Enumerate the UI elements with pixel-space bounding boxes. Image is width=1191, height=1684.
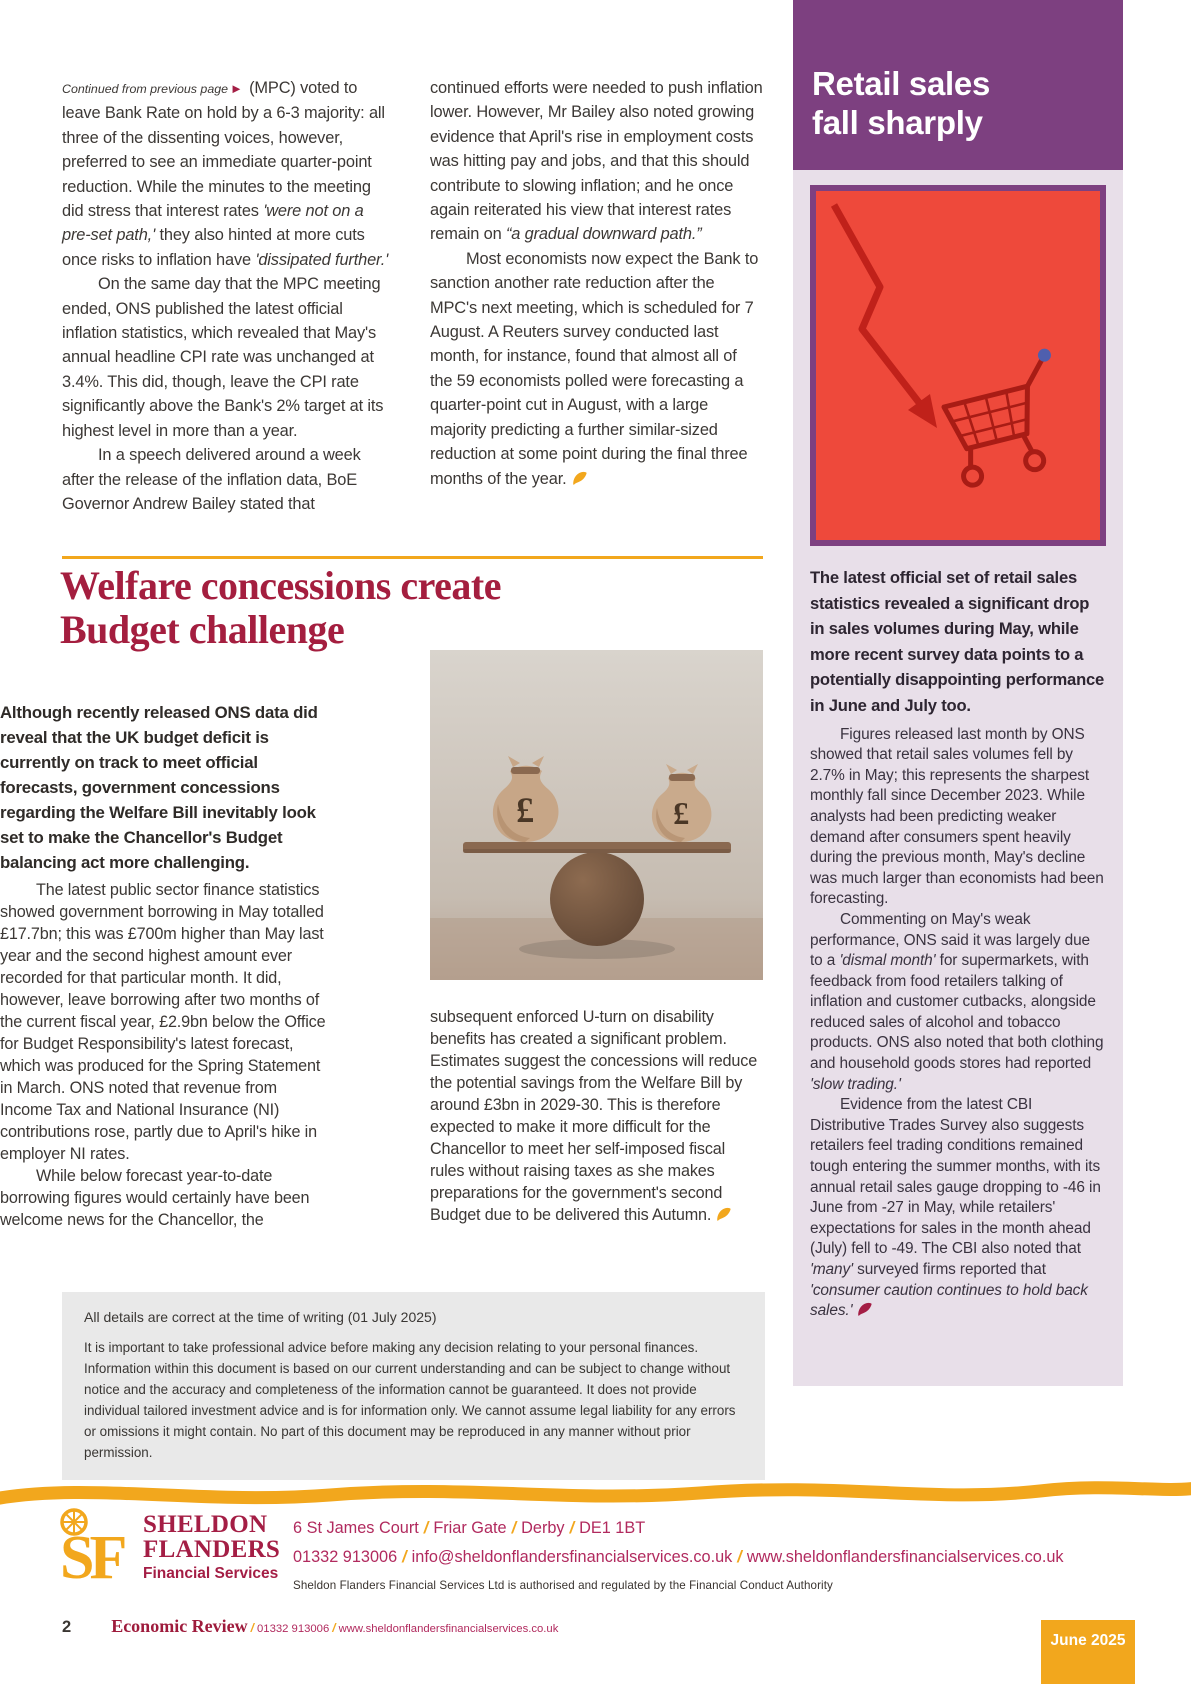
svg-text:£: £ bbox=[673, 795, 689, 831]
text-run: Commenting on May's weak performance, ONS said it was largely due to a bbox=[810, 910, 1090, 970]
retail-sales-sidebar bbox=[793, 0, 1123, 1386]
quill-crimson-icon bbox=[852, 1302, 873, 1319]
sidebar-headline-line2: fall sharply bbox=[812, 104, 983, 141]
paragraph bbox=[810, 1095, 1106, 1322]
lead-article-column-2 bbox=[430, 76, 763, 491]
phone-number: 01332 913006 bbox=[293, 1548, 398, 1566]
regulatory-statement: Sheldon Flanders Financial Services Ltd is authorised and regulated by the Financial Conduct Authority bbox=[293, 1579, 833, 1592]
text-run: subsequent enforced U-turn on disability benefits has created a significant problem. Estimates suggest the concessions will reduce the potential savings from the Welfare Bill by around £3bn in 2029-30. This is therefore expected to make it more difficult for the Chancellor to meet her self-imposed fiscal rules without raising taxes as she makes preparations for the government's second Budget due to be delivered this Autumn. bbox=[430, 1008, 758, 1224]
text-run: Most economists now expect the Bank to sanction another rate reduction after the MPC's next meeting, which is scheduled for 7 August. A Reuters survey conducted last month, for instance, found that almost all of the 59 economists polled were forecasting a quarter-point cut in August, with a large majority predicting a further similar-sized reduction at some point during the final three months of the year. bbox=[430, 249, 759, 488]
sidebar-headline-line1: Retail sales bbox=[812, 65, 991, 102]
text-run: 'dismal month' bbox=[839, 952, 936, 970]
separator: / bbox=[737, 1548, 742, 1566]
paragraph bbox=[810, 725, 1106, 910]
company-logo-monogram bbox=[56, 1504, 140, 1592]
disclaimer-box bbox=[62, 1292, 765, 1480]
company-tagline: Financial Services bbox=[143, 1565, 279, 1582]
text-run: Figures released last month by ONS showed that retail sales volumes fell by 2.7% in May; this represents the sharpest monthly fall since December 2023. While analysts had been predicting weaker demand after consumers spent heavily during the previous month, May's decline was much larger than economists had been forecasting. bbox=[810, 725, 1104, 908]
svg-text:£: £ bbox=[516, 790, 534, 830]
sidebar-intro: The latest official set of retail sales statistics revealed a significant drop in sales volumes during May, while more recent survey data points to a potentially disappointing performance in June and July too. bbox=[810, 568, 1105, 715]
welfare-article-column-1 bbox=[0, 700, 333, 1231]
welfare-article-body-2 bbox=[430, 1006, 763, 1226]
continued-arrow-icon: ► bbox=[230, 81, 243, 96]
separator: / bbox=[569, 1519, 575, 1537]
text-run: On the same day that the MPC meeting ended, ONS published the latest official inflation statistics, which revealed that May's annual headline CPI rate was unchanged at 3.4%. This did, though, leave the CPI rate significantly above the Bank's 2% target at its highest level in more than a year. bbox=[62, 275, 384, 440]
text-run: 'were not on a pre-set path,' bbox=[62, 202, 364, 245]
sidebar-body bbox=[793, 170, 1123, 1386]
text-run: they also hinted at more cuts once risks to inflation have bbox=[62, 226, 365, 269]
address-part: Derby bbox=[521, 1519, 565, 1537]
disclaimer-body: It is important to take professional advice before making any decision relating to your personal finances. Information within this document is based on our current understanding and can be subject to change without notice and the accuracy and completeness of the information cannot be guaranteed. It does not provide individual tailored investment advice and is for information only. We cannot assume legal liability for any errors or omissions it might contain. No part of this document may be reproduced in any manner without prior permission. bbox=[84, 1340, 736, 1460]
separator: / bbox=[250, 1621, 254, 1635]
continued-from-label: Continued from previous page bbox=[62, 82, 228, 96]
welfare-article-body-1 bbox=[0, 879, 333, 1231]
lead-article-column-1 bbox=[62, 76, 395, 516]
shopping-cart-decline-photo bbox=[810, 185, 1106, 546]
bottom-website: www.sheldonflandersfinancialservices.co.uk bbox=[338, 1623, 559, 1635]
address-part: 6 St James Court bbox=[293, 1519, 419, 1537]
paragraph bbox=[810, 910, 1106, 1095]
gold-section-divider bbox=[62, 556, 763, 559]
company-name-line2: FLANDERS bbox=[143, 1536, 281, 1563]
text-run: While below forecast year-to-date borrowing figures would certainly have been welcome news for the Chancellor, the bbox=[0, 1167, 310, 1229]
footer-contact-line bbox=[293, 1543, 1073, 1572]
bottom-phone: 01332 913006 bbox=[257, 1623, 330, 1635]
text-run: continued efforts were needed to push inflation lower. However, Mr Bailey also noted growing evidence that April's rise in employment costs was hitting pay and jobs, and that this should contribute to slowing inflation; and he once again reiterated his view that interest rates remain on bbox=[430, 79, 763, 244]
text-run: for supermarkets, with feedback from food retailers talking of inflation and customer cutbacks, alongside reduced sales of alcohol and tobacco products. ONS also noted that both clothing and household goods stores had reported bbox=[810, 952, 1104, 1073]
footer-address-line bbox=[293, 1514, 1073, 1543]
text-run: Evidence from the latest CBI Distributive Trades Survey also suggests retailers feel trading conditions remained tough entering the summer months, with its annual retail sales gauge dropping to -46 in June from -27 in May, while retailers' expectations for sales in the month ahead (July) fell to -49. The CBI also noted that bbox=[810, 1096, 1101, 1258]
text-run: (MPC) voted to leave Bank Rate on hold by a 6-3 majority: all three of the dissenting voices, however, preferred to see an immediate quarter-point reduction. While the minutes to the meeting did stress that interest rates bbox=[62, 79, 385, 221]
separator: / bbox=[402, 1548, 407, 1566]
welfare-article-headline: Welfare concessions create Budget challenge bbox=[60, 563, 501, 652]
gold-wave-divider bbox=[0, 1472, 1191, 1516]
footer-contact-block bbox=[293, 1514, 1073, 1592]
quill-gold-icon bbox=[711, 1206, 732, 1224]
text-run: “a gradual downward path.” bbox=[505, 225, 702, 244]
paragraph bbox=[0, 879, 333, 1165]
welfare-article-column-2 bbox=[430, 650, 763, 1226]
issue-date-badge: June 2025 bbox=[1041, 1620, 1135, 1684]
paragraph bbox=[430, 1006, 763, 1226]
email-address: info@sheldonflandersfinancialservices.co.uk bbox=[411, 1548, 733, 1566]
company-name-line1: SHELDON bbox=[143, 1511, 268, 1538]
website-url: www.sheldonflandersfinancialservices.co.uk bbox=[746, 1548, 1064, 1566]
text-run: 'slow trading.' bbox=[810, 1075, 901, 1093]
sidebar-paragraphs bbox=[810, 725, 1106, 1322]
sidebar-headline bbox=[793, 0, 1123, 170]
publication-title: Economic Review bbox=[111, 1616, 248, 1636]
separator: / bbox=[423, 1519, 429, 1537]
paragraph bbox=[0, 1165, 333, 1231]
text-run: 'many' bbox=[810, 1261, 853, 1278]
bottom-bar bbox=[62, 1616, 558, 1637]
text-run: 'consumer caution continues to hold back sales.' bbox=[810, 1281, 1088, 1320]
company-logo-text bbox=[143, 1512, 280, 1583]
money-bags-balance-photo bbox=[430, 650, 763, 980]
svg-text:SF: SF bbox=[60, 1524, 123, 1592]
address-part: DE1 1BT bbox=[579, 1519, 646, 1537]
disclaimer-date-line: All details are correct at the time of writing (01 July 2025) bbox=[84, 1309, 437, 1325]
welfare-article-intro: Although recently released ONS data did reveal that the UK budget deficit is currently on track to meet official forecasts, government concessions regarding the Welfare Bill inevitably look set to make the Chancellor's Budget balancing act more challenging. bbox=[0, 703, 318, 872]
separator: / bbox=[332, 1621, 336, 1635]
text-run: In a speech delivered around a week after the release of the inflation data, BoE Governor Andrew Bailey stated that bbox=[62, 446, 361, 513]
paragraph bbox=[430, 247, 763, 491]
text-run: The latest public sector finance statistics showed government borrowing in May totalled £17.7bn; this was £700m higher than May last year and the second highest amount ever recorded for that particular month. It did, however, leave borrowing after two months of the current fiscal year, £2.9bn below the Office for Budget Responsibility's latest forecast, which was produced for the Spring Statement in March. ONS noted that revenue from Income Tax and National Insurance (NI) contributions rose, partly due to April's hike in employer NI rates. bbox=[0, 881, 326, 1163]
paragraph bbox=[62, 272, 395, 443]
bottom-contact bbox=[248, 1621, 559, 1635]
quill-gold-icon bbox=[567, 470, 588, 488]
page-number: 2 bbox=[62, 1618, 72, 1636]
paragraph bbox=[62, 76, 395, 272]
separator: / bbox=[511, 1519, 517, 1537]
text-run: 'dissipated further.' bbox=[255, 250, 389, 269]
paragraph bbox=[430, 76, 763, 247]
address-part: Friar Gate bbox=[433, 1519, 507, 1537]
paragraph bbox=[62, 443, 395, 516]
text-run: surveyed firms reported that bbox=[852, 1261, 1046, 1278]
